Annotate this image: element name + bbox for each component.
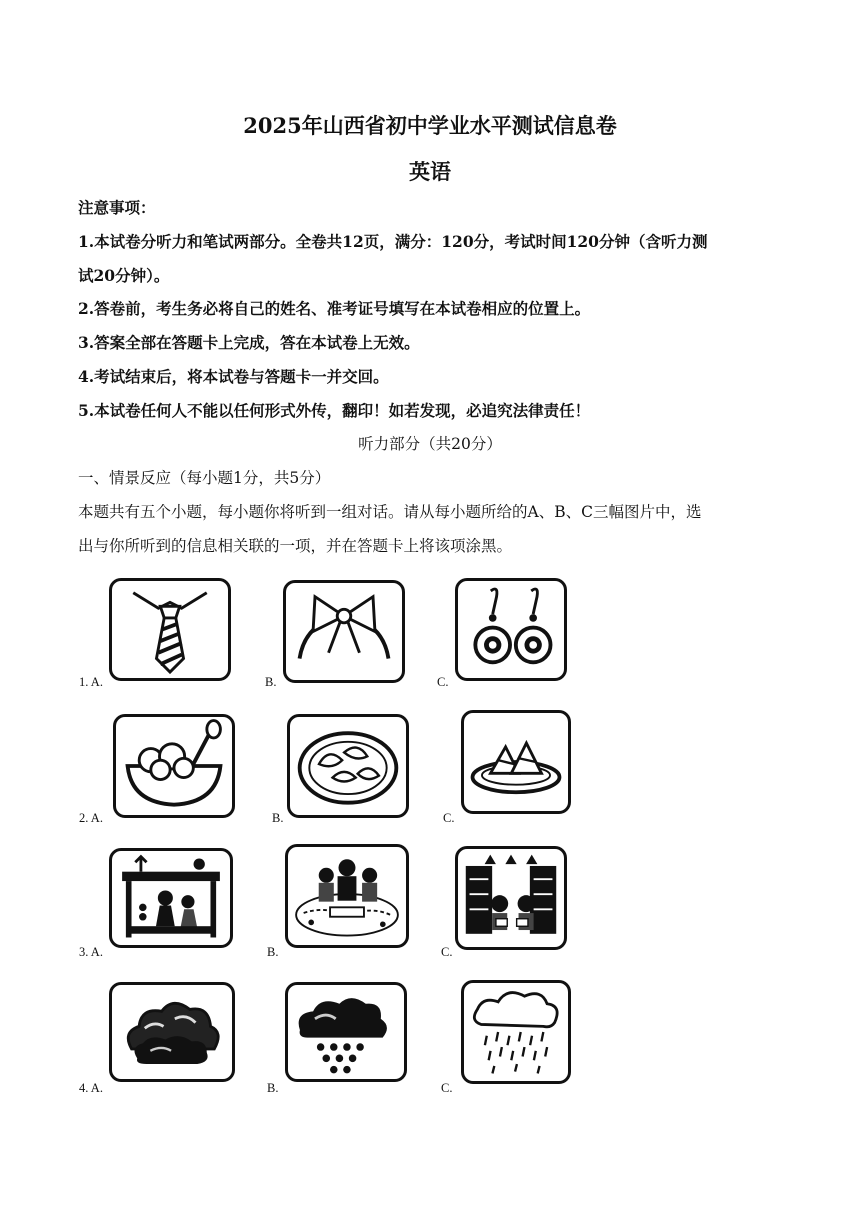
snow-cloud-icon (285, 982, 407, 1082)
q2-label-c: C. (443, 811, 455, 825)
note-item-1-cont: 试20分钟）。 (78, 266, 170, 285)
note-item-2: 2.答卷前，考生务必将自己的姓名、准考证号填写在本试卷相应的位置上。 (78, 299, 591, 318)
exam-subject: 英语 (409, 159, 451, 184)
tangyuan-bowl-icon (113, 714, 235, 818)
earrings-icon (455, 578, 567, 681)
library-reading-icon (455, 846, 567, 950)
notes-heading: 注意事项： (78, 198, 156, 217)
market-stall-icon (109, 848, 233, 948)
q4-label-a: 4. A. (79, 1081, 103, 1095)
q1-label-c: C. (437, 675, 449, 689)
q3-label-a: 3. A. (79, 945, 103, 959)
section-1-instructions-cont: 出与你所听到的信息相关联的一项，并在答题卡上将该项涂黑。 (78, 537, 513, 555)
note-item-5: 5.本试卷任何人不能以任何形式外传，翻印！如若发现，必追究法律责任！ (78, 401, 591, 420)
q4-label-b: B. (267, 1081, 279, 1095)
q4-label-c: C. (441, 1081, 453, 1095)
dumplings-plate-icon (287, 714, 409, 818)
section-1-instructions: 本题共有五个小题，每小题你将听到一组对话。请从每小题所给的A、B、C三幅图片中，选 (78, 503, 702, 521)
necktie-icon (109, 578, 231, 681)
q1-label-b: B. (265, 675, 277, 689)
rain-cloud-icon (461, 980, 571, 1084)
q1-label-a: 1. A. (79, 675, 103, 689)
zongzi-plate-icon (461, 710, 571, 814)
note-item-3: 3.答案全部在答题卡上完成，答在本试卷上无效。 (78, 333, 420, 352)
bow-headband-icon (283, 580, 405, 683)
q3-label-b: B. (267, 945, 279, 959)
note-item-4: 4.考试结束后，将本试卷与答题卡一并交回。 (78, 367, 389, 386)
q2-label-b: B. (272, 811, 284, 825)
note-item-1: 1.本试卷分听力和笔试两部分。全卷共12页，满分：120分，考试时间120分钟（含听力测 (78, 232, 708, 251)
cloudy-icon (109, 982, 235, 1082)
section-1-title: 一、情景反应（每小题1分，共5分） (78, 469, 331, 487)
q3-label-c: C. (441, 945, 453, 959)
q2-label-a: 2. A. (79, 811, 103, 825)
listening-part-title: 听力部分（共20分） (358, 435, 502, 453)
family-picnic-icon (285, 844, 409, 948)
exam-title: 2025年山西省初中学业水平测试信息卷 (243, 113, 617, 138)
